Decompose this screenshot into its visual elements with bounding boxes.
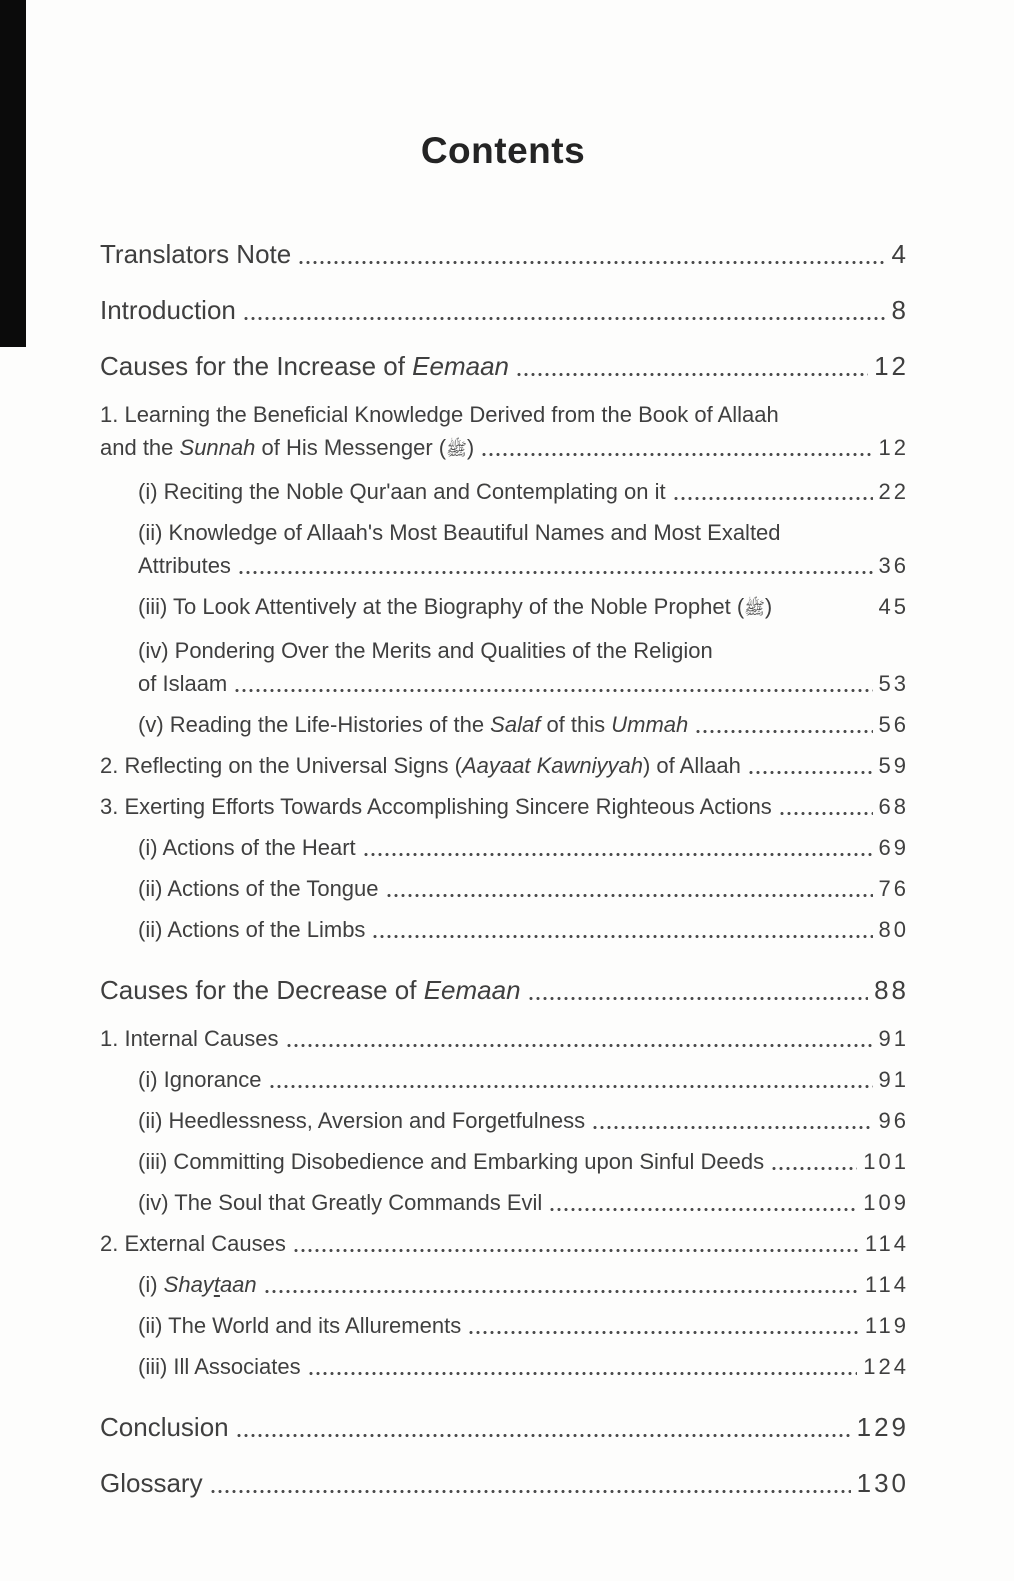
text-segment: 2. Reflecting on the Universal Signs ( (100, 753, 462, 778)
toc-entry-leader-row (138, 1186, 909, 1219)
toc-entry (100, 1145, 909, 1178)
toc-page-number: 12 (878, 435, 909, 460)
text-segment: 1. Internal Causes (100, 1026, 279, 1051)
toc-entry-text (138, 1104, 585, 1137)
toc-entry-leader-row (100, 1463, 909, 1503)
dot-leader (482, 453, 872, 456)
text-segment: of Islaam (138, 671, 228, 696)
toc-page-number: 91 (878, 1026, 909, 1051)
toc-entry (100, 634, 909, 700)
toc-entry-text (138, 1063, 262, 1096)
toc-entry-text (138, 475, 666, 508)
toc-page-number: 22 (878, 479, 909, 504)
toc-entry (100, 913, 909, 946)
toc-page-number: 53 (878, 671, 909, 696)
honorific-glyph: ﷺ (744, 599, 765, 619)
toc-entry-leader-row (100, 1022, 909, 1055)
toc-entry-line (100, 398, 906, 431)
text-segment: Aayaat Kawniyyah (461, 753, 643, 778)
dot-leader (237, 1434, 851, 1437)
toc-page-number: 101 (863, 1149, 909, 1174)
toc-entry-leader-row (100, 1407, 909, 1447)
scan-artifact-bar (0, 0, 26, 347)
toc-entry-text (100, 1463, 203, 1503)
toc-entry-leader-row (138, 1145, 909, 1178)
toc-entry (100, 749, 909, 782)
toc-page-number: 88 (874, 975, 909, 1005)
toc-page-number: 109 (863, 1190, 909, 1215)
toc-entry (100, 790, 909, 823)
toc-entry-leader-row (138, 590, 909, 626)
dot-leader (211, 1490, 851, 1493)
toc-entry-leader-row (138, 1268, 909, 1301)
toc-entry-leader-row (138, 831, 909, 864)
toc-page-number: 8 (891, 295, 909, 325)
text-segment: Conclusion (100, 1412, 229, 1442)
toc-page-number: 69 (878, 835, 909, 860)
toc-entry-text (138, 913, 365, 946)
toc-page-number: 114 (864, 1272, 909, 1297)
dot-leader (517, 373, 868, 376)
toc-entry-leader-row (100, 749, 909, 782)
dot-leader (270, 1085, 873, 1088)
dot-leader (772, 1167, 857, 1170)
dot-leader (299, 261, 885, 264)
toc-page-number: 119 (864, 1313, 909, 1338)
toc-entry-leader-row (138, 913, 909, 946)
toc-entry-line (138, 516, 906, 549)
toc-entry (100, 831, 909, 864)
toc-entry (100, 970, 909, 1010)
text-segment: (v) Reading the Life-Histories of the (138, 712, 491, 737)
text-segment: (ii) Actions of the Limbs (138, 917, 366, 942)
text-segment: Translators Note (100, 239, 292, 269)
toc-entry-text (100, 749, 741, 782)
text-segment: ) (466, 435, 475, 460)
toc-page-number: 12 (874, 351, 909, 381)
text-segment: (iii) To Look Attentively at the Biography of the Noble Prophet ( (138, 594, 745, 619)
text-segment: (i) Reciting the Noble Qur'aan and Contemplating on it (138, 479, 666, 504)
toc-entry (100, 872, 909, 905)
toc-entry-text (100, 234, 291, 274)
dot-leader (387, 894, 873, 897)
toc-entry-leader-row (138, 475, 909, 508)
dot-leader (294, 1249, 859, 1252)
toc-entry-leader-row (138, 708, 909, 741)
toc-entry-leader-row (100, 431, 909, 467)
toc-entry-text (100, 1227, 286, 1260)
text-segment: of this (540, 712, 612, 737)
dot-leader (309, 1372, 858, 1375)
toc-entry-text (138, 1186, 542, 1219)
toc-entry-text (138, 1268, 257, 1301)
text-segment: (iii) Committing Disobedience and Embarking upon Sinful Deeds (138, 1149, 765, 1174)
text-segment: and the (100, 435, 180, 460)
toc-page-number: 80 (878, 917, 909, 942)
toc-entry-line (138, 634, 906, 667)
toc-entry-leader-row (100, 234, 909, 274)
toc-list (100, 234, 909, 1503)
text-segment: Causes for the Increase of (100, 351, 413, 381)
text-segment: Introduction (100, 295, 236, 325)
toc-page-number: 56 (878, 712, 909, 737)
toc-entry-text (138, 590, 772, 626)
toc-entry-leader-row (138, 549, 909, 582)
text-segment: (i) Actions of the Heart (138, 835, 356, 860)
dot-leader (373, 935, 872, 938)
text-segment: ) (764, 594, 773, 619)
toc-page-number: 76 (878, 876, 909, 901)
text-segment: 1. Learning the Beneficial Knowledge Derived from the Book of Allaah (100, 402, 779, 427)
text-segment: Shay (163, 1272, 214, 1297)
toc-entry-text (138, 831, 356, 864)
text-segment: (i) (138, 1272, 164, 1297)
dot-leader (244, 317, 886, 320)
toc-entry (100, 1186, 909, 1219)
toc-entry (100, 708, 909, 741)
toc-entry-leader-row (100, 290, 909, 330)
toc-entry-text (138, 667, 227, 700)
toc-entry (100, 346, 909, 386)
toc-entry-leader-row (100, 1227, 909, 1260)
text-segment: Eemaan (423, 975, 521, 1005)
dot-leader (529, 997, 869, 1000)
toc-entry (100, 290, 909, 330)
text-segment: Sunnah (179, 435, 256, 460)
text-segment: 2. External Causes (100, 1231, 286, 1256)
text-segment: (ii) Heedlessness, Aversion and Forgetfulness (138, 1108, 586, 1133)
toc-entry-leader-row (138, 1063, 909, 1096)
page-title: Contents (420, 130, 586, 171)
toc-entry-text (100, 290, 236, 330)
toc-entry (100, 1309, 909, 1342)
text-segment: Eemaan (412, 351, 510, 381)
toc-entry-leader-row (138, 1104, 909, 1137)
toc-entry-text (100, 970, 521, 1010)
toc-entry (100, 398, 909, 467)
toc-entry-text (100, 1022, 279, 1055)
toc-entry-leader-row (138, 1350, 909, 1383)
text-segment: t (213, 1272, 220, 1297)
toc-entry (100, 516, 909, 582)
text-segment: (iv) The Soul that Greatly Commands Evil (138, 1190, 543, 1215)
toc-entry-text (138, 708, 688, 741)
toc-entry (100, 475, 909, 508)
text-segment: (iii) Ill Associates (138, 1354, 301, 1379)
text-segment: Ummah (611, 712, 689, 737)
dot-leader (674, 497, 873, 500)
toc-entry-leader-row (138, 1309, 909, 1342)
toc-entry-text (138, 872, 379, 905)
toc-entry (100, 1227, 909, 1260)
toc-page-number: 36 (878, 553, 909, 578)
text-segment: aan (219, 1272, 257, 1297)
toc-entry-leader-row (138, 667, 909, 700)
dot-leader (780, 612, 872, 615)
dot-leader (696, 730, 872, 733)
text-segment: ) of Allaah (642, 753, 741, 778)
toc-page-number: 68 (878, 794, 909, 819)
dot-leader (469, 1331, 859, 1334)
text-segment: (ii) Actions of the Tongue (138, 876, 379, 901)
toc-entry-leader-row (100, 790, 909, 823)
dot-leader (364, 853, 873, 856)
text-segment: of His Messenger ( (255, 435, 447, 460)
honorific-glyph: ﷺ (446, 440, 467, 460)
toc-entry (100, 234, 909, 274)
toc-entry (100, 1350, 909, 1383)
toc-entry (100, 590, 909, 626)
toc-entry (100, 1104, 909, 1137)
text-segment: 3. Exerting Efforts Towards Accomplishing Sincere Righteous Actions (100, 794, 772, 819)
toc-entry-text (138, 1350, 301, 1383)
toc-entry (100, 1268, 909, 1301)
toc-entry (100, 1022, 909, 1055)
text-segment: Salaf (490, 712, 541, 737)
toc-entry-text (100, 346, 509, 386)
toc-entry-leader-row (100, 970, 909, 1010)
toc-page-number: 129 (856, 1412, 909, 1442)
dot-leader (550, 1208, 857, 1211)
toc-entry-text (138, 1145, 764, 1178)
toc-entry-text (100, 790, 772, 823)
text-segment: (iv) Pondering Over the Merits and Qualities of the Religion (138, 638, 713, 663)
toc-entry-leader-row (100, 346, 909, 386)
toc-page-number: 45 (878, 594, 909, 619)
toc-entry-leader-row (138, 872, 909, 905)
dot-leader (593, 1126, 872, 1129)
text-segment: (ii) The World and its Allurements (138, 1313, 462, 1338)
text-segment: (i) Ignorance (138, 1067, 262, 1092)
toc-page-number: 96 (878, 1108, 909, 1133)
dot-leader (287, 1044, 873, 1047)
toc-entry (100, 1407, 909, 1447)
toc-page-number: 124 (863, 1354, 909, 1379)
toc-page-number: 130 (856, 1468, 909, 1498)
toc-page-number: 59 (878, 753, 909, 778)
toc-entry (100, 1463, 909, 1503)
toc-entry-text (138, 1309, 461, 1342)
dot-leader (780, 812, 873, 815)
text-segment: (ii) Knowledge of Allaah's Most Beautiful Names and Most Exalted (138, 520, 781, 545)
dot-leader (235, 689, 872, 692)
dot-leader (749, 771, 873, 774)
text-segment: Attributes (138, 553, 231, 578)
toc-page-number: 91 (878, 1067, 909, 1092)
toc-entry-text (138, 549, 231, 582)
toc-page-number: 4 (891, 239, 909, 269)
toc-entry-text (100, 1407, 229, 1447)
toc-entry-text (100, 431, 474, 467)
text-segment: Causes for the Decrease of (100, 975, 424, 1005)
text-segment: Glossary (100, 1468, 203, 1498)
toc-entry (100, 1063, 909, 1096)
dot-leader (265, 1290, 859, 1293)
toc-page-number: 114 (864, 1231, 909, 1256)
dot-leader (239, 571, 873, 574)
